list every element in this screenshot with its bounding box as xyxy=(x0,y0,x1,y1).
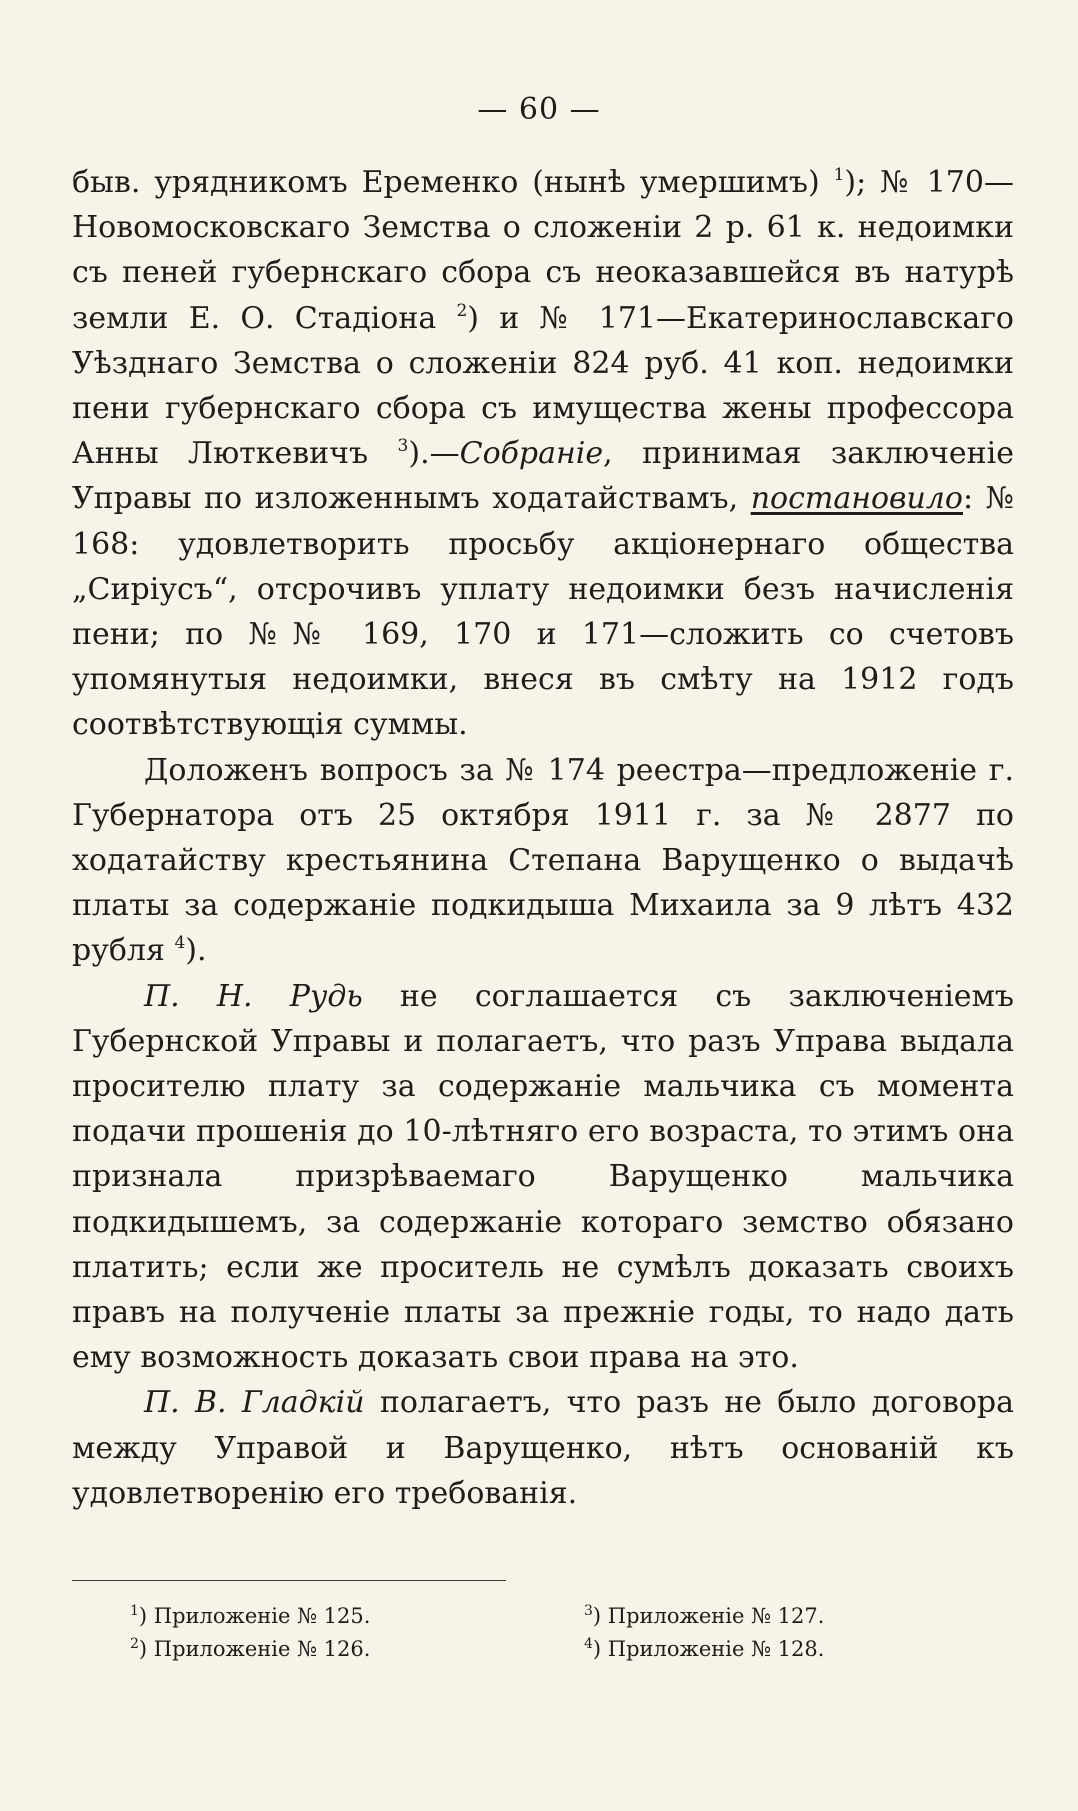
text-run: , принимая заключеніе Управы по изложеннымъ ходатайствамъ, xyxy=(72,436,1014,517)
text-run: ) и № 171—Екатеринославскаго Уѣзднаго Земства о сложеніи 824 руб. 41 коп. недоимки пени губернскаго сбора съ имущества жены профессора Анны Люткевичъ xyxy=(72,300,1014,472)
footnote-text: ) Приложеніе № 127. xyxy=(592,1604,825,1628)
body-text xyxy=(72,160,1014,1516)
text-run: быв. урядникомъ Еременко (нынѣ умершимъ) xyxy=(72,165,834,200)
footnote-text: ) Приложеніе № 128. xyxy=(592,1637,825,1661)
footnotes-right-column xyxy=(584,1600,964,1666)
footnote-divider xyxy=(72,1580,506,1581)
text-run: : № 168: удовлетворить просьбу акціонернаго общества „Сиріусъ“, отсрочивъ уплату недоимки безъ начисленія пени; по №№ 169, 170 и 171—сложить со счетовъ упомянутыя недоимки, внеся въ смѣту на 1912 годъ соотвѣтствующія суммы. xyxy=(72,481,1014,743)
text-run: ). xyxy=(185,933,207,969)
footnote-mark: 3 xyxy=(584,1603,593,1619)
footnote-item xyxy=(130,1600,510,1633)
footnote-mark: 4 xyxy=(584,1636,593,1652)
emphasized-text: постановило xyxy=(750,481,963,517)
footnote-item xyxy=(584,1600,964,1633)
footnote-reference: 1 xyxy=(833,165,845,185)
footnote-text: ) Приложеніе № 126. xyxy=(138,1637,371,1661)
emphasized-text: П. В. Гладкій xyxy=(144,1385,365,1421)
text-run: ); № 170—Новомосковскаго Земства о сложеніи 2 р. 61 к. недоимки съ пеней губернскаго сбора съ неоказавшейся въ натурѣ земли Е. О. Стадіона xyxy=(72,165,1014,336)
page-number: — 60 — xyxy=(477,92,601,127)
footnote-text: ) Приложеніе № 125. xyxy=(138,1604,371,1628)
footnote-mark: 1 xyxy=(130,1603,139,1619)
footnote-item xyxy=(130,1633,510,1666)
footnote-reference: 4 xyxy=(174,933,186,954)
text-run: Доложенъ вопросъ за № 174 реестра—предложеніе г. Губернатора отъ 25 октября 1911 г. за № 2877 по ходатайству крестьянина Степана Варущенко о выдачѣ платы за содержаніе подкидыша Михаила за 9 лѣтъ 432 рубля xyxy=(72,752,1014,969)
text-run: не соглашается съ заключеніемъ Губернской Управы и полагаетъ, что разъ Управа выдала просителю плату за содержаніе мальчика съ момента подачи прошенія до 10-лѣтняго его возраста, то этимъ она признала призрѣваемаго Варущенко мальчика подкидышемъ, за содержаніе котораго земство обязано платить; если же проситель не сумѣлъ доказать своихъ правъ на полученіе платы за прежніе годы, то надо дать ему возможность доказать свои права на это. xyxy=(72,978,1014,1376)
paragraph-2 xyxy=(72,748,1014,974)
paragraph-1 xyxy=(72,160,1014,748)
emphasized-text: П. Н. Рудь xyxy=(144,978,363,1014)
text-run: ).— xyxy=(408,436,460,472)
paragraph-3 xyxy=(72,974,1014,1381)
footnote-reference: 2 xyxy=(456,300,468,321)
paragraph-4 xyxy=(72,1380,1014,1516)
footnotes-left-column xyxy=(130,1600,510,1666)
footnote-mark: 2 xyxy=(130,1636,139,1652)
footnote-item xyxy=(584,1633,964,1666)
footnote-reference: 3 xyxy=(397,436,409,457)
text-run: полагаетъ, что разъ не было договора между Управой и Варущенко, нѣтъ основаній къ удовлетворенію его требованія. xyxy=(72,1385,1014,1511)
emphasized-text: Собраніе xyxy=(459,436,604,472)
